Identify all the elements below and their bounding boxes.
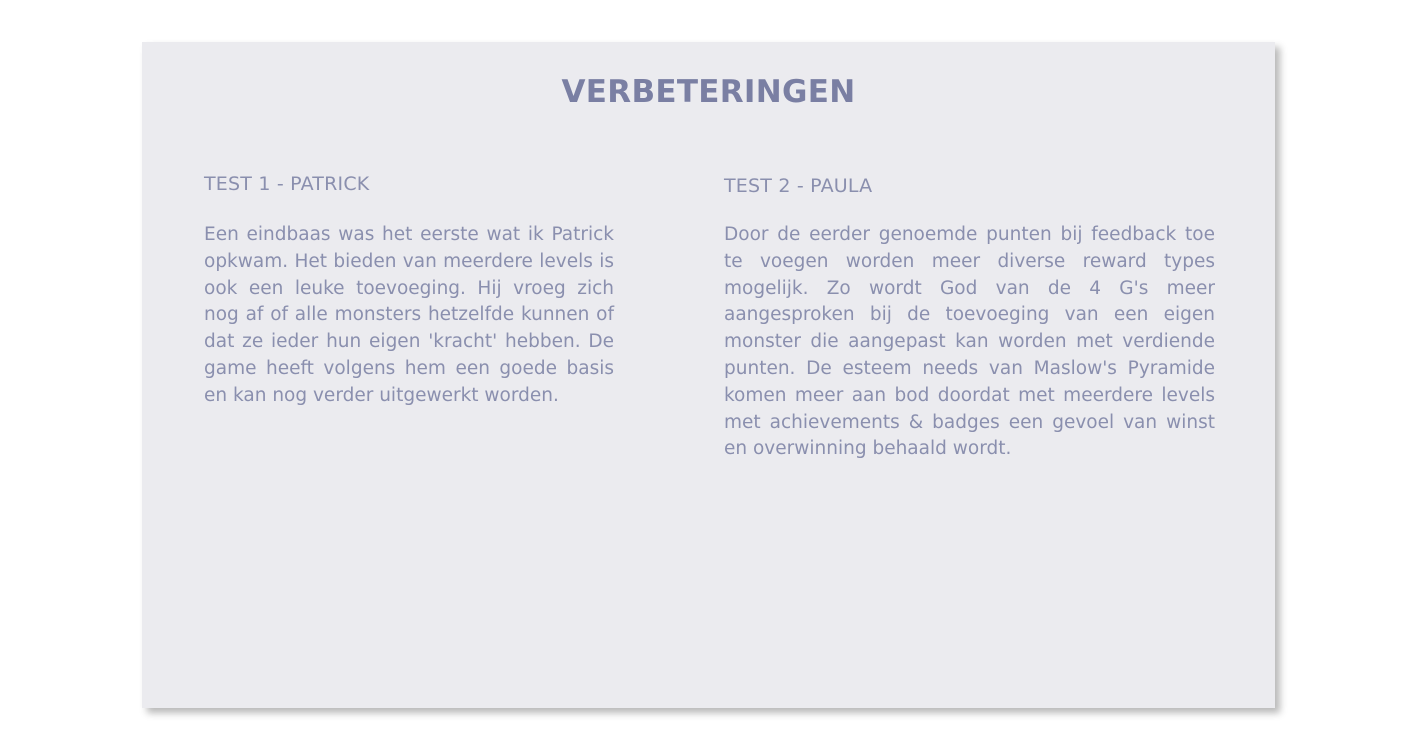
test-1-body: Een eindbaas was het eerste wat ik Patrick opkwam. Het bieden van meerdere levels is ook een leuke toevoeging. Hij vroeg zich nog af of alle monsters hetzelfde kunnen of dat ze ieder hun eigen 'kracht' hebben. De game heeft volgens hem een goede basis en kan nog verder uitgewerkt worden. <box>204 224 614 406</box>
slide-card <box>142 42 1275 708</box>
test-1-column <box>204 172 614 406</box>
test-2-column <box>724 174 1215 460</box>
test-2-heading: TEST 2 - PAULA <box>724 175 873 197</box>
slide-title: VERBETERINGEN <box>561 74 856 110</box>
test-1-heading: TEST 1 - PATRICK <box>204 173 370 195</box>
test-2-body: Door de eerder genoemde punten bij feedback toe te voegen worden meer diverse reward types mogelijk. Zo wordt God van de 4 G's meer aangesproken bij de toevoeging van een eigen monster die aangepast kan worden met verdiende punten. De esteem needs van Maslow's Pyramide komen meer aan bod doordat met meerdere levels met achievements & badges een gevoel van winst en overwinning behaald wordt. <box>724 224 1215 460</box>
